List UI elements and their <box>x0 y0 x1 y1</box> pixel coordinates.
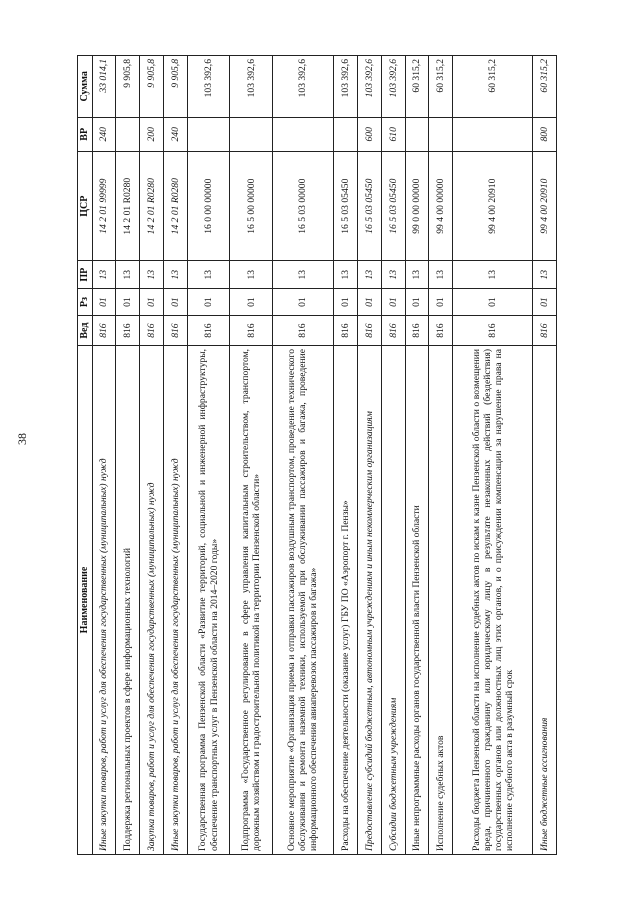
header-name: Наименование <box>78 345 93 854</box>
cell-name: Подпрограмма «Государственное регулирование в сфере управления капитальным строительством, транспортом, дорожным хозяйством и градостроительной политикой на территории Пензенской области» <box>230 345 273 854</box>
table-row <box>453 56 533 855</box>
cell-vr: 610 <box>381 117 405 151</box>
cell-name: Иные закупки товаров, работ и услуг для обеспечения государственных (муниципальных) нужд <box>92 345 116 854</box>
cell-csr: 99 0 00 00000 <box>405 151 429 261</box>
cell-vr <box>272 117 333 151</box>
page-number: 38 <box>15 433 29 445</box>
cell-pr: 13 <box>163 261 187 288</box>
cell-pr: 13 <box>272 261 333 288</box>
budget-table <box>77 55 557 855</box>
cell-vr <box>230 117 273 151</box>
cell-ved: 816 <box>334 316 358 346</box>
cell-vr <box>453 117 533 151</box>
cell-ved: 816 <box>230 316 273 346</box>
cell-pr: 13 <box>230 261 273 288</box>
cell-csr: 14 2 01 99999 <box>92 151 116 261</box>
cell-ved: 816 <box>163 316 187 346</box>
cell-csr: 16 5 03 00000 <box>272 151 333 261</box>
cell-ved: 816 <box>405 316 429 346</box>
table-row <box>140 56 164 855</box>
cell-rz: 01 <box>357 288 381 315</box>
cell-sum: 60 315,2 <box>405 56 429 118</box>
cell-sum: 103 392,6 <box>187 56 230 118</box>
cell-csr: 99 4 00 20910 <box>453 151 533 261</box>
cell-rz: 01 <box>116 288 140 315</box>
cell-rz: 01 <box>533 288 557 315</box>
table-row <box>357 56 381 855</box>
cell-csr: 16 5 03 05450 <box>334 151 358 261</box>
cell-sum: 60 315,2 <box>533 56 557 118</box>
cell-ved: 816 <box>429 316 453 346</box>
cell-ved: 816 <box>272 316 333 346</box>
cell-rz: 01 <box>405 288 429 315</box>
table-row <box>163 56 187 855</box>
cell-vr: 240 <box>92 117 116 151</box>
cell-rz: 01 <box>334 288 358 315</box>
cell-csr: 99 4 00 20910 <box>533 151 557 261</box>
table-row <box>381 56 405 855</box>
cell-vr <box>405 117 429 151</box>
cell-name: Иные непрограммные расходы органов государственной власти Пензенской области <box>405 345 429 854</box>
cell-pr: 13 <box>405 261 429 288</box>
cell-vr: 200 <box>140 117 164 151</box>
cell-pr: 13 <box>381 261 405 288</box>
cell-sum: 9 905,8 <box>140 56 164 118</box>
cell-rz: 01 <box>187 288 230 315</box>
cell-vr <box>116 117 140 151</box>
cell-name: Предоставление субсидий бюджетным, автономным учреждениям и иным некоммерческим организациям <box>357 345 381 854</box>
cell-rz: 01 <box>92 288 116 315</box>
header-csr: ЦСР <box>78 151 93 261</box>
cell-pr: 13 <box>187 261 230 288</box>
cell-name: Поддержка региональных проектов в сфере информационных технологий <box>116 345 140 854</box>
cell-name: Иные бюджетные ассигнования <box>533 345 557 854</box>
cell-ved: 816 <box>533 316 557 346</box>
cell-vr <box>334 117 358 151</box>
table-header-row <box>78 56 93 855</box>
cell-ved: 816 <box>92 316 116 346</box>
cell-pr: 13 <box>429 261 453 288</box>
cell-sum: 60 315,2 <box>429 56 453 118</box>
cell-name: Субсидии бюджетным учреждениям <box>381 345 405 854</box>
cell-sum: 103 392,6 <box>272 56 333 118</box>
cell-vr: 600 <box>357 117 381 151</box>
cell-name: Иные закупки товаров, работ и услуг для обеспечения государственных (муниципальных) нужд <box>163 345 187 854</box>
cell-ved: 816 <box>140 316 164 346</box>
table-row <box>533 56 557 855</box>
header-vr: ВР <box>78 117 93 151</box>
cell-pr: 13 <box>357 261 381 288</box>
header-rz: Рз <box>78 288 93 315</box>
header-ved: Вед <box>78 316 93 346</box>
cell-sum: 9 905,8 <box>163 56 187 118</box>
table-row <box>187 56 230 855</box>
cell-ved: 816 <box>381 316 405 346</box>
table-row <box>116 56 140 855</box>
cell-csr: 16 5 03 05450 <box>357 151 381 261</box>
table-row <box>334 56 358 855</box>
cell-csr: 16 0 00 00000 <box>187 151 230 261</box>
cell-pr: 13 <box>92 261 116 288</box>
cell-ved: 816 <box>187 316 230 346</box>
cell-name: Расходы бюджета Пензенской области на исполнение судебных актов по искам к казне Пензенской области о возмещении вреда, причиненного гражданину или юридическому лицу в результате незаконных действий (бездействия) государственных органов или должностных лиц этих органов, и о присуждении компенсации за нарушение права на исполнение судебного акта в разумный срок <box>453 345 533 854</box>
cell-rz: 01 <box>381 288 405 315</box>
cell-csr: 14 2 01 R0280 <box>116 151 140 261</box>
cell-name: Государственная программа Пензенской области «Развитие территорий, социальной и инженерной инфраструктуры, обеспечение транспортных услуг в Пензенской области на 2014–2020 годы» <box>187 345 230 854</box>
cell-vr: 800 <box>533 117 557 151</box>
table-row <box>92 56 116 855</box>
cell-name: Расходы на обеспечение деятельности (оказание услуг) ГБУ ПО «Аэропорт г. Пензы» <box>334 345 358 854</box>
table-row <box>230 56 273 855</box>
cell-ved: 816 <box>116 316 140 346</box>
cell-rz: 01 <box>272 288 333 315</box>
header-pr: ПР <box>78 261 93 288</box>
cell-sum: 9 905,8 <box>116 56 140 118</box>
cell-sum: 33 014,1 <box>92 56 116 118</box>
table-row <box>405 56 429 855</box>
cell-ved: 816 <box>453 316 533 346</box>
cell-csr: 14 2 01 R0280 <box>140 151 164 261</box>
cell-rz: 01 <box>140 288 164 315</box>
cell-sum: 103 392,6 <box>334 56 358 118</box>
budget-table-container <box>77 55 557 855</box>
cell-name: Исполнение судебных актов <box>429 345 453 854</box>
header-sum: Сумма <box>78 56 93 118</box>
cell-ved: 816 <box>357 316 381 346</box>
cell-pr: 13 <box>453 261 533 288</box>
cell-sum: 103 392,6 <box>381 56 405 118</box>
cell-sum: 103 392,6 <box>357 56 381 118</box>
cell-pr: 13 <box>116 261 140 288</box>
cell-vr <box>187 117 230 151</box>
cell-csr: 14 2 01 R0280 <box>163 151 187 261</box>
cell-vr <box>429 117 453 151</box>
cell-rz: 01 <box>163 288 187 315</box>
cell-rz: 01 <box>453 288 533 315</box>
table-row <box>429 56 453 855</box>
cell-name: Основное мероприятие «Организация приема и отправки пассажиров воздушным транспортом, проведение технического обслуживания и ремонта наземной техники, используемой при обслуживании пассажиров и багажа, проведение информационного обеспечения авиаперевозок пассажиров и багажа» <box>272 345 333 854</box>
cell-pr: 13 <box>334 261 358 288</box>
cell-vr: 240 <box>163 117 187 151</box>
cell-rz: 01 <box>230 288 273 315</box>
cell-sum: 103 392,6 <box>230 56 273 118</box>
cell-pr: 13 <box>533 261 557 288</box>
cell-csr: 16 5 00 00000 <box>230 151 273 261</box>
cell-rz: 01 <box>429 288 453 315</box>
cell-csr: 16 5 03 05450 <box>381 151 405 261</box>
cell-name: Закупка товаров, работ и услуг для обеспечения государственных (муниципальных) нужд <box>140 345 164 854</box>
cell-pr: 13 <box>140 261 164 288</box>
table-row <box>272 56 333 855</box>
cell-sum: 60 315,2 <box>453 56 533 118</box>
cell-csr: 99 4 00 00000 <box>429 151 453 261</box>
table-body <box>92 56 557 855</box>
